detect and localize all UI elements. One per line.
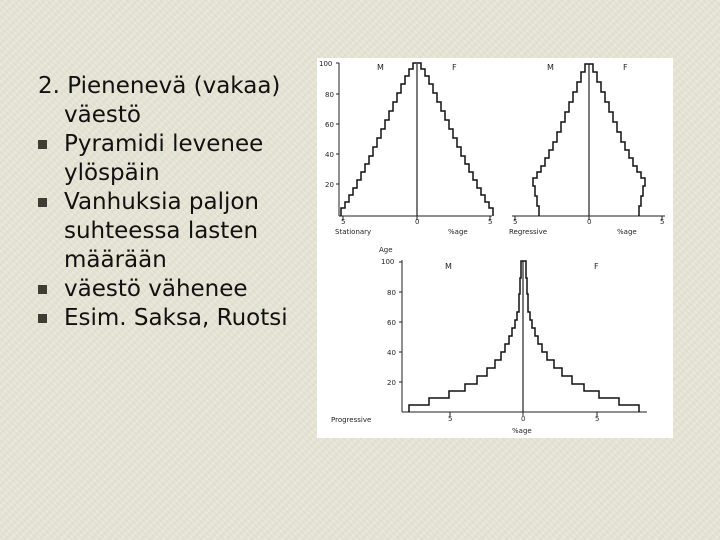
bullet-text: Pyramidi levenee [64,131,264,157]
x-tick-label: 0 [587,218,592,226]
bullet-item [38,188,323,275]
x-tick-label: 5 [448,415,453,423]
square-bullet-icon [38,140,47,149]
slide-text [38,72,323,333]
x-tick-label: 5 [488,218,493,226]
bullet-text: Esim. Saksa, Ruotsi [64,305,288,331]
x-tick-label: 0 [415,218,420,226]
bullet-item [38,304,323,333]
x-tick-label: 0 [521,415,526,423]
bullet-text: määrään [64,247,167,273]
bullet-item [38,130,323,188]
male-label: M [547,63,554,72]
age-tick-label: 60 [325,121,334,129]
square-bullet-icon [38,285,47,294]
bullet-text: ylöspäin [64,160,160,186]
female-label: F [452,63,457,72]
bullet-text: suhteessa lasten [64,218,259,244]
age-tick-label: 20 [387,379,396,387]
male-label: M [445,262,452,271]
age-tick-label: 40 [387,349,396,357]
pyramid-name: Regressive [509,228,548,236]
bullet-text: Vanhuksia paljon [64,189,259,215]
female-label: F [623,63,628,72]
pyramid-progressive [331,246,647,435]
age-tick-label: 80 [387,289,396,297]
female-label: F [594,262,599,271]
pyramid-regressive [509,63,665,236]
age-tick-label: 100 [319,60,333,68]
age-tick-label: 60 [387,319,396,327]
x-tick-label: 5 [660,218,665,226]
square-bullet-icon [38,198,47,207]
square-bullet-icon [38,314,47,323]
pyramid-name: Stationary [335,228,372,236]
pyramid-stationary [319,60,493,236]
population-pyramids-figure [317,58,673,438]
age-tick-label: 40 [325,151,334,159]
bullet-item [38,275,323,304]
age-axis-label: Age [379,246,393,254]
age-tick-label: 20 [325,181,334,189]
bullet-text: väestö vähenee [64,276,248,302]
x-unit-label: %age [512,427,532,435]
pyramids-svg [317,58,673,438]
age-tick-label: 100 [381,258,395,266]
male-label: M [377,63,384,72]
x-tick-label: 5 [341,218,346,226]
slide-title-line-1: 2. Pienenevä (vakaa) [38,73,281,99]
pyramid-name: Progressive [331,416,372,424]
x-tick-label: 5 [513,218,518,226]
pyramid-outline [409,261,639,412]
x-unit-label: %age [448,228,468,236]
x-unit-label: %age [617,228,637,236]
slide-title-line-2: väestö [64,102,141,128]
x-tick-label: 5 [595,415,600,423]
age-tick-label: 80 [325,91,334,99]
